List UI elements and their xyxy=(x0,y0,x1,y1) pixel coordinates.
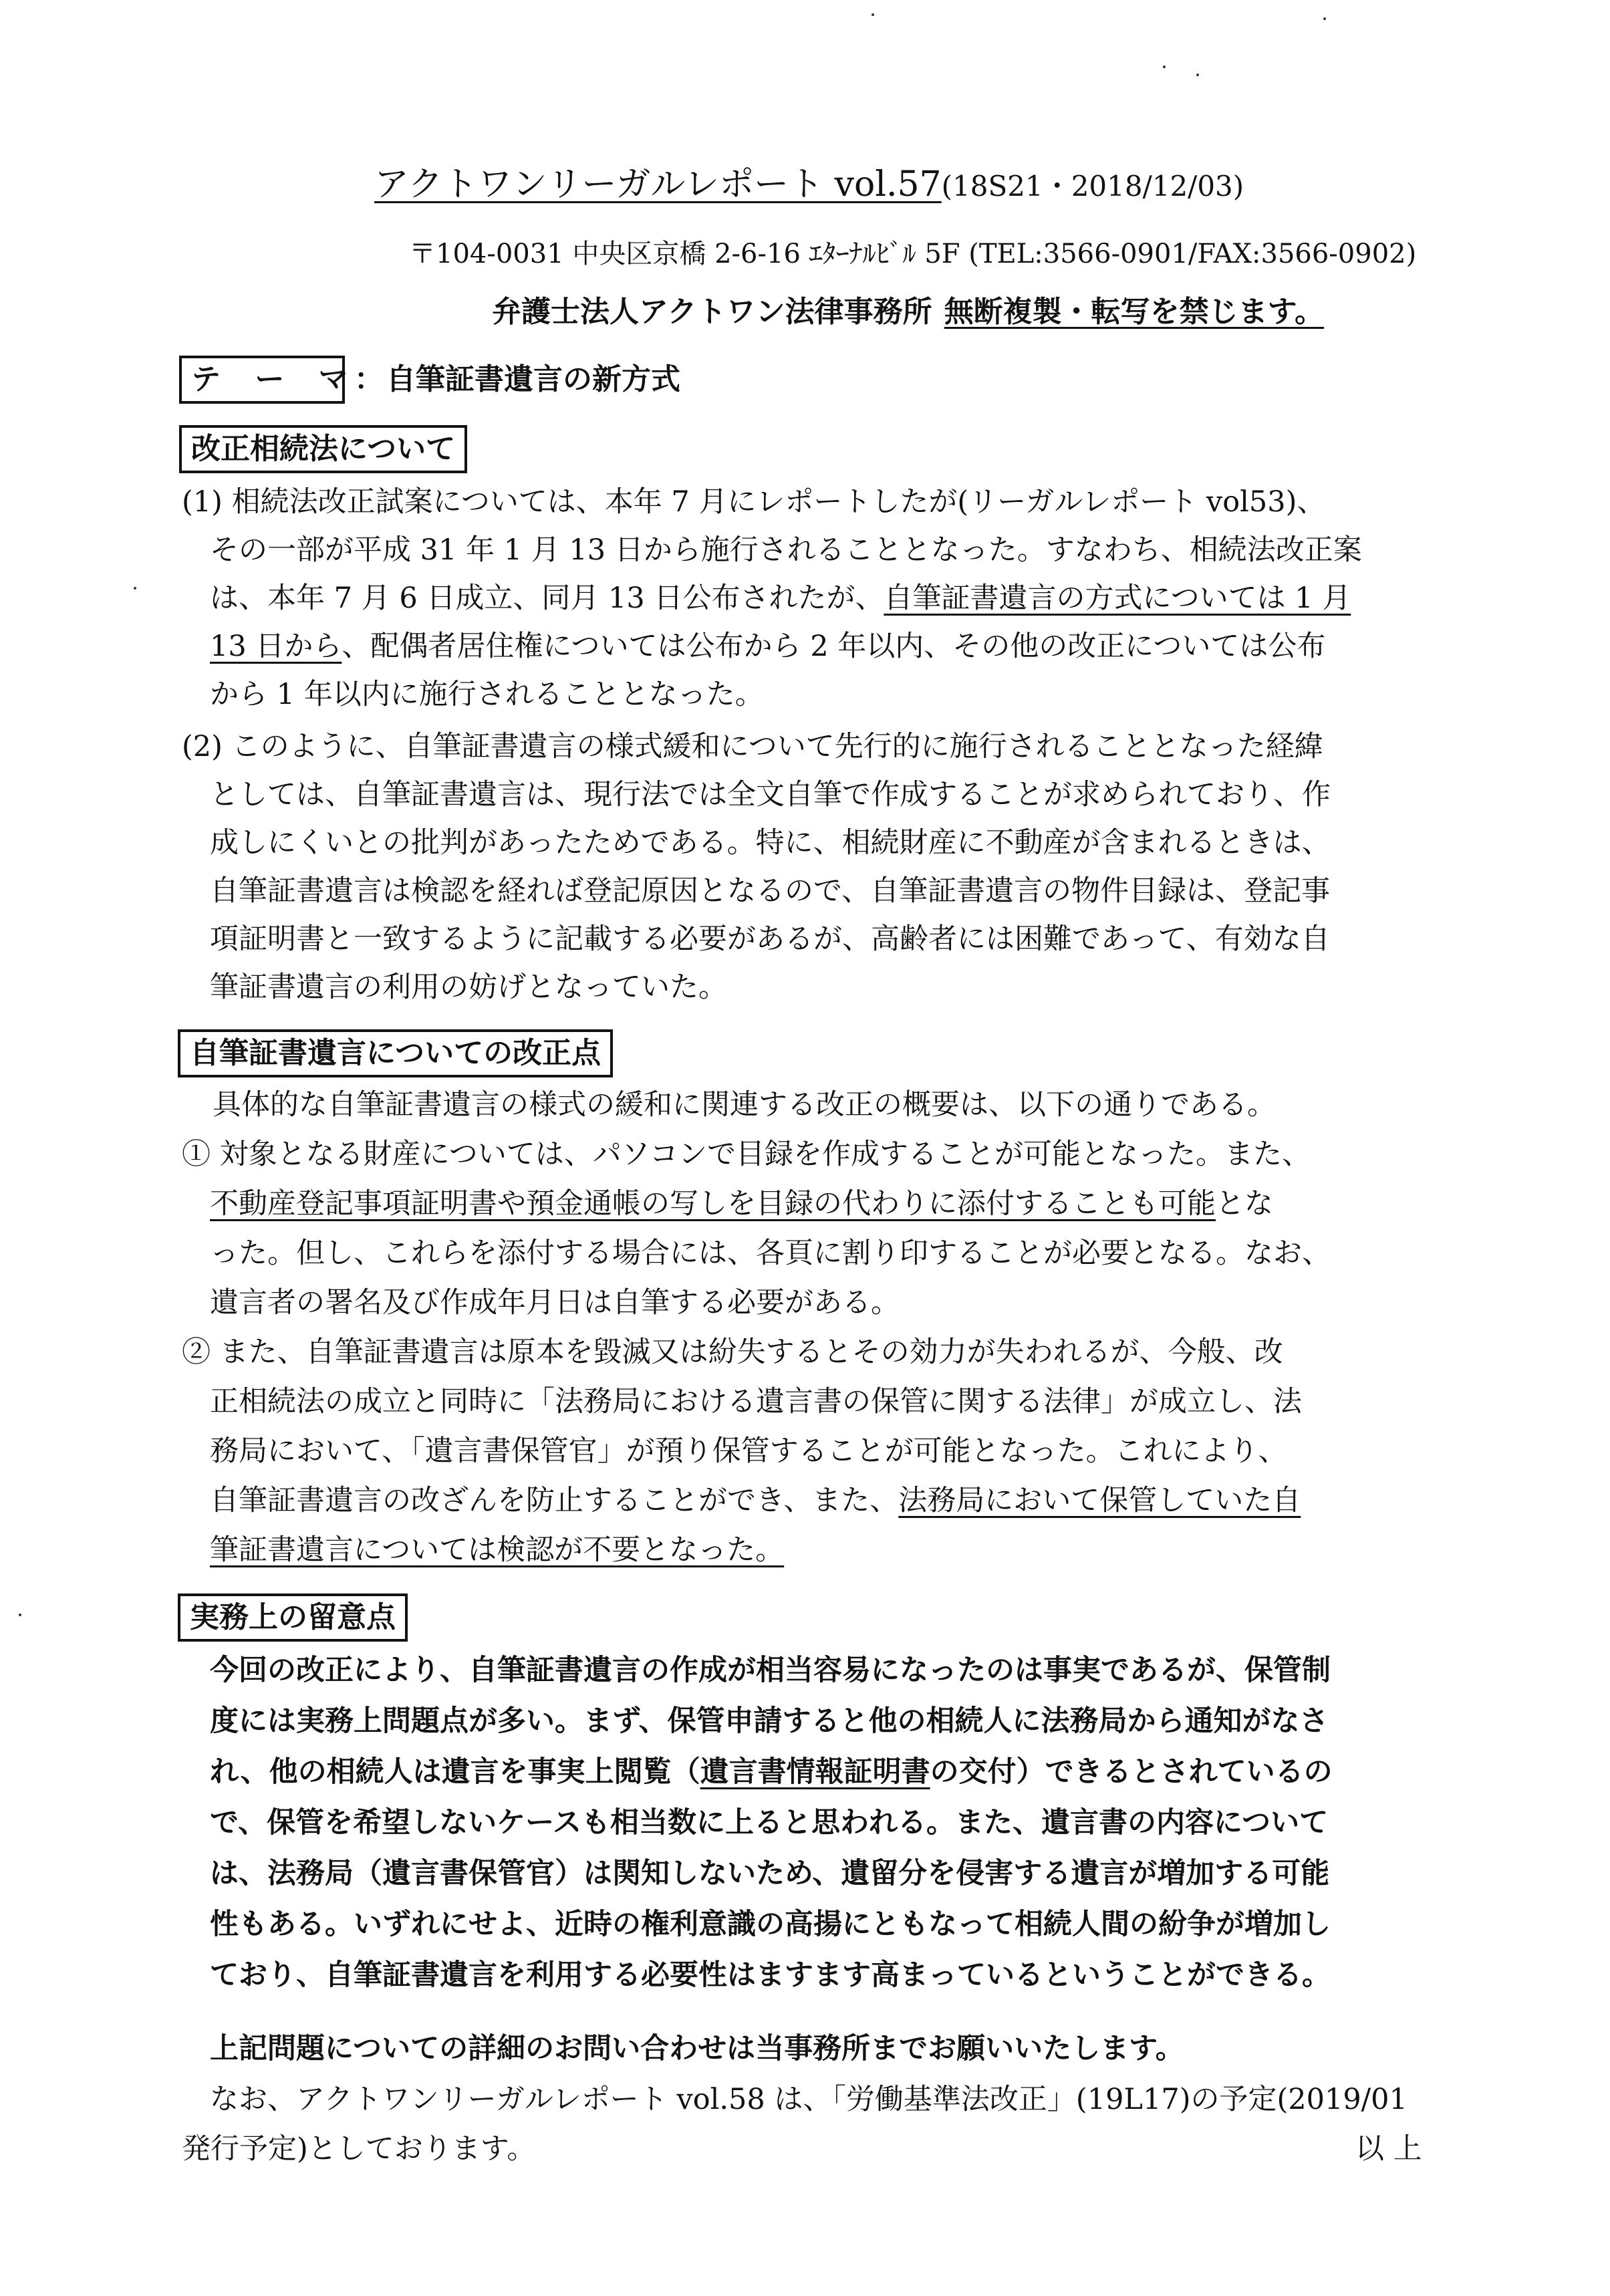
s1-p2-line5: 項証明書と一致するように記載する必要があるが、高齢者には困難であって、有効な自 xyxy=(210,922,1330,956)
section-heading-1-box: 改正相続法について xyxy=(179,425,467,473)
section-heading-2-box: 自筆証書遺言についての改正点 xyxy=(178,1029,613,1077)
scan-speck xyxy=(1163,66,1166,68)
report-title-meta: (18S21・2018/12/03) xyxy=(941,170,1244,203)
report-title xyxy=(374,164,1244,205)
theme-text: 自筆証書遺言の新方式 xyxy=(386,362,680,396)
firm-name: 弁護士法人アクトワン法律事務所 xyxy=(492,295,932,329)
s1-p2-line4: 自筆証書遺言は検認を経れば登記原因となるので、自筆証書遺言の物件目録は、登記事 xyxy=(210,874,1331,908)
next-issue-line2: 発行予定)としております。 xyxy=(182,2132,536,2166)
s1-p2-line1: (2) このように、自筆証書遺言の様式緩和について先行的に施行されることとなった経緯 xyxy=(182,730,1323,763)
firm-address: 〒104-0031 中央区京橋 2-6-16 ｴﾀｰﾅﾙﾋﾞﾙ 5F (TEL:3566-0901/FAX:3566-0902) xyxy=(409,239,1417,269)
s1-p1-line4-underline: 13 日から xyxy=(210,630,342,663)
s2-item1-line2-text: とな xyxy=(1216,1187,1273,1221)
s3-line3-text-a: れ、他の相続人は遺言を事実上閲覧（ xyxy=(210,1755,700,1789)
section-heading-3 xyxy=(178,1593,408,1642)
s1-p1-line3-underline: 自筆証書遺言の方式については 1 月 xyxy=(884,582,1351,615)
s2-item2-line4 xyxy=(210,1484,1301,1517)
s2-item2-line4-text: 自筆証書遺言の改ざんを防止することができ、また、 xyxy=(210,1484,899,1517)
s1-p1-line1: (1) 相続法改正試案については、本年 7 月にレポートしたが(リーガルレポート vol53)、 xyxy=(182,485,1326,519)
s3-line1: 今回の改正により、自筆証書遺言の作成が相当容易になったのは事実であるが、保管制 xyxy=(210,1654,1331,1687)
next-issue-line1: なお、アクトワンリーガルレポート vol.58 は、「労働基準法改正」(19L17)の予定(2019/01 xyxy=(210,2083,1407,2116)
theme-separator: ： xyxy=(354,362,384,396)
theme-row xyxy=(179,356,680,402)
s1-p2-line6: 筆証書遺言の利用の妨げとなっていた。 xyxy=(210,971,727,1004)
scan-speck xyxy=(1196,74,1199,76)
s3-line2: 度には実務上問題点が多い。まず、保管申請すると他の相続人に法務局から通知がなさ xyxy=(210,1704,1329,1738)
end-mark: 以 上 xyxy=(1355,2132,1422,2166)
s2-item2-line3: 務局において、「遺言書保管官」が預り保管することが可能となった。これにより、 xyxy=(210,1434,1287,1468)
s3-line3 xyxy=(210,1755,1333,1789)
report-title-main: アクトワンリーガルレポート vol.57 xyxy=(374,164,942,205)
copyright-notice: 無断複製・転写を禁じます。 xyxy=(944,295,1325,329)
s2-item1-line1: ① 対象となる財産については、パソコンで目録を作成することが可能となった。また、 xyxy=(182,1138,1311,1171)
s1-p1-line2: その一部が平成 31 年 1 月 13 日から施行されることとなった。すなわち、相続法改正案 xyxy=(210,533,1362,567)
s2-intro: 具体的な自筆証書遺言の様式の緩和に関連する改正の概要は、以下の通りである。 xyxy=(213,1088,1276,1122)
s2-item1-line2 xyxy=(210,1187,1273,1221)
s3-line4: で、保管を希望しないケースも相当数に上ると思われる。また、遺言書の内容について xyxy=(210,1806,1329,1839)
theme-label-box: テ ー マ xyxy=(179,356,345,404)
s2-item1-line2-underline: 不動産登記事項証明書や預金通帳の写しを目録の代わりに添付することも可能 xyxy=(210,1187,1216,1221)
s3-line3-underline: 遺言書情報証明書 xyxy=(700,1755,930,1789)
contact-line: 上記問題についての詳細のお問い合わせは当事務所までお願いいたします。 xyxy=(210,2032,1184,2065)
s2-item1-line3: った。但し、これらを添付する場合には、各頁に割り印することが必要となる。なお、 xyxy=(210,1237,1331,1270)
scan-speck xyxy=(871,13,874,16)
s2-item1-line4: 遺言者の署名及び作成年月日は自筆する必要がある。 xyxy=(210,1286,900,1319)
s1-p1-line4-text: 、配偶者居住権については公布から 2 年以内、その他の改正については公布 xyxy=(342,630,1326,663)
scan-speck xyxy=(134,587,136,590)
s2-item2-line2: 正相続法の成立と同時に「法務局における遺言書の保管に関する法律」が成立し、法 xyxy=(210,1385,1302,1418)
s3-line6: 性もある。いずれにせよ、近時の権利意識の高揚にともなって相続人間の紛争が増加し xyxy=(210,1908,1331,1941)
section-heading-2 xyxy=(178,1029,613,1077)
s3-line3-text-b: の交付）できるとされているの xyxy=(930,1755,1333,1789)
s2-item2-line5-underline: 筆証書遺言については検認が不要となった。 xyxy=(210,1533,785,1567)
s3-line7: ており、自筆証書遺言を利用する必要性はますます高まっているということができる。 xyxy=(210,1958,1331,1992)
s3-line5: は、法務局（遺言書保管官）は関知しないため、遺留分を侵害する遺言が増加する可能 xyxy=(210,1857,1330,1890)
section-heading-3-box: 実務上の留意点 xyxy=(178,1593,408,1642)
firm-name-line xyxy=(492,297,1324,327)
s1-p1-line3-text: は、本年 7 月 6 日成立、同月 13 日公布されたが、 xyxy=(210,582,884,615)
s1-p1-line5: から 1 年以内に施行されることとなった。 xyxy=(210,678,764,711)
s2-item2-line4-underline: 法務局において保管していた自 xyxy=(898,1484,1301,1517)
section-heading-1 xyxy=(179,425,467,473)
scan-speck xyxy=(1323,17,1326,20)
s1-p2-line3: 成しにくいとの批判があったためである。特に、相続財産に不動産が含まれるときは、 xyxy=(210,826,1331,860)
scan-speck xyxy=(19,1614,21,1616)
s2-item2-line1: ② また、自筆証書遺言は原本を毀滅又は紛失するとその効力が失われるが、今般、改 xyxy=(182,1335,1283,1369)
s2-item2-line5 xyxy=(210,1533,785,1567)
s1-p1-line3 xyxy=(210,584,1351,613)
s1-p1-line4 xyxy=(210,632,1325,661)
s1-p2-line2: としては、自筆証書遺言は、現行法では全文自筆で作成することが求められており、作 xyxy=(210,778,1331,811)
